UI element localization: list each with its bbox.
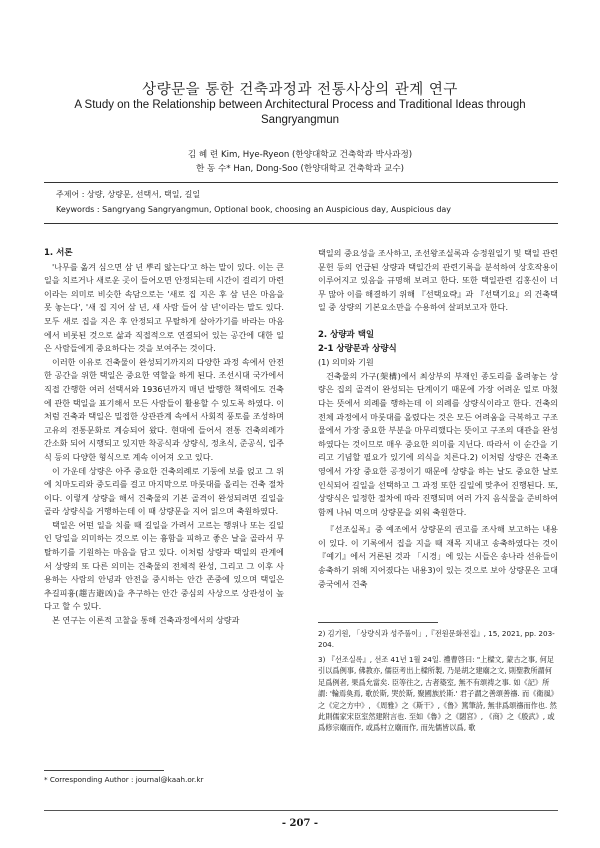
- body-paragraph: '나무를 옮겨 심으면 삼 년 뿌리 앓는다'고 하는 말이 있다. 이는 큰일을 치르거나 새로운 곳이 들어오면 안정되는데 시간이 걸리기 마련이라는 의미로 비슷한 속담으로는 '새로 집 지은 후 삼 년은 마음을 못 놓는다', '새 집 지어 삼 년, 새 사람 들어 삼 년'이라는 말도 있다. 모두 새로 집을 지은 후 안정되고 무탈하게 살아가기를 바라는 마음에서 비롯된 것으로 삶과 직접적으로 연결되어 있는 공간에 대한 일은 사람들에게 중요하다는 것을 보여주는 것이다.: [44, 261, 284, 354]
- body-paragraph: 택일은 어떤 일을 치를 때 길일을 가려서 고르는 행위나 또는 길일인 당일을 의미하는 것으로 이는 흉함을 피하고 좋은 날을 골라서 무탈하기를 기원하는 마음을 담고 있다. 이처럼 상량과 택일의 관계에서 상량의 또 다른 의미는 건축물의 전체적 완성, 그리고 그 이후 사용하는 사람의 안녕과 안전을 중시하는 안간 존중에 있으며 택일은 추길피흉(趨吉避凶)을 추구하는 안간 중심의 사상으로 상관성이 높다고 할 수 있다.: [44, 519, 284, 612]
- body-paragraph: 이 가운데 상량은 아주 중요한 건축의례로 기둥에 보를 얹고 그 위에 치마도리와 중도리를 걸고 마지막으로 마룻대를 올리는 건축 절차이다. 이렇게 상량을 해서 건축물의 기본 골격이 완성되려면 길일을 골라 상량식을 거행하는데 이 때 상량문을 지어 읽으며 축원하였다.: [44, 465, 284, 517]
- body-paragraph: 택일의 중요성을 조사하고, 조선왕조실록과 승정원일기 및 택일 관련 문헌 등의 언급된 상량과 택일간의 관련기록을 분석하여 상호작용이 이루어지고 있음을 규명해 보려고 한다. 또한 택일관련 김홍신이 너무 많아 이를 해결하기 위해 『선택요략』과 『선택기요』의 건축택일 중 상량의 기본요소만을 수용하여 살펴보고자 한다.: [318, 248, 558, 313]
- title-korean: 상량문을 통한 건축과정과 전통사상의 관계 연구: [142, 82, 458, 98]
- bottom-rule: [44, 810, 558, 811]
- footnote-3: 3) 『선조실록』, 선조 41년 1월 24일. 禮曹啓曰: "上樑文, 蒙古之事, 何足引以爲例事, 佛教亦, 儒臣考出上樑所製, 乃是胡之建廟之文, 則聖教所謂何足爲例者, 果爲允當矣. 臣等往之, 古者築室, 無不有頌祷之事. 如《記》所謂: '輪焉奐焉, 歌於斯, 哭於斯, 聚國族於斯.' 君子謂之善頌善禱. 而《衛風》之《定之方中》, 《周雅》之《斯干》,《鲁》篤筆詩, 無非爲頌禱而作也. 然此則儒家宋臣室然建附言也. 至如《魯》之《閟宮》, 《商》之《殷武》, 或爲修宗廟而作, 或爲村立廟而作, 而先儒皆以爲, 歌: [318, 655, 558, 733]
- left-column: [44, 247, 284, 628]
- footnote-divider-right: [318, 622, 438, 623]
- body-paragraph: 건축물의 가구(架構)에서 최상부의 부재인 종도리를 올려놓는 상량은 집의 골격이 완성되는 단계이기 때문에 가장 어려운 일로 마쳤다는 뜻에서 의례를 행하는데 이 의례를 상량식이라고 한다. 건축의 전체 과정에서 마룻대를 올렸다는 것은 모든 어려움을 극복하고 구조물에서 가장 중요한 부분을 마무리했다는 뜻이고 구조의 대관을 완성하였다는 것이므로 매우 중요한 의미를 지닌다. 따라서 이 순간을 기리고 기념할 필요가 있기에 의식을 치른다.2) 이처럼 상량은 건축조영에서 가장 중요한 공정이기 때문에 상량을 하는 날도 중요한 날로 인식되어 길일을 선택하고 그 과정 또한 길일에 맞추어 진행된다. 또, 상량식은 일정한 절차에 따라 진행되며 여러 가지 음식물을 준비하여 함께 나눠 먹으며 상량문을 외워 축원한다.: [318, 370, 558, 517]
- page-number: - 207 -: [281, 818, 319, 829]
- keywords-korean: 주제어 : 상량, 상량문, 선택서, 택일, 길일: [56, 190, 201, 199]
- section-heading: 1. 서론: [44, 248, 73, 258]
- footnote-divider-left: [44, 770, 164, 771]
- author-line-2: 한 동 수* Han, Dong-Soo (한양대학교 건축학과 교수): [195, 164, 405, 174]
- author-line-1: 김 혜 련 Kim, Hye-Ryeon (한양대학교 건축학과 박사과정): [187, 150, 413, 160]
- sub-heading: (1) 의미와 기원: [318, 357, 374, 368]
- footnote-2: 2) 김기원, 「상량식과 성주풀이」,『전원문화전집』, 15, 2021, pp. 203-204.: [318, 629, 555, 650]
- section-heading: 2. 상량과 택일: [318, 329, 375, 340]
- body-paragraph: 『선조실록』중 예조에서 상량문의 권고를 조사해 보고하는 내용이 있다. 이 기록에서 집을 지을 때 재목 지내고 송축하였다는 것이 『예기』에서 거론된 것과 「시경」에 있는 시들은 송나라 선유들이 송축하기 위해 지어졌다는 내용3)이 있는 것으로 보아 상량문은 고대 중국에서 건축: [318, 524, 558, 589]
- body-paragraph: 이러한 이유로 건축물이 완성되기까지의 다양한 과정 속에서 안전한 공간을 위한 택일은 중요한 역할을 하게 된다. 조선시대 국가에서 직접 간행한 여러 선택서와 1936년까지 매년 발행한 책력에도 건축에 관한 택일을 표기해서 모든 사람들이 활용할 수 있도록 하였다. 이처럼 건축과 택일은 밀접한 상관관계 속에서 사회적 풍토를 조성하며 고유의 전통문화로 계승되어 왔다. 현대에 들어서 전통 건축의례가 간소화 되어 시행되고 있지만 착공식과 상량식, 정초식, 준공식, 입주식 등의 다양한 형식으로 계속 이어져 오고 있다.: [44, 356, 284, 462]
- keywords-box: [44, 182, 558, 224]
- title-english: A Study on the Relationship between Architectural Process and Traditional Ideas through Sangryangmun: [74, 99, 526, 126]
- body-paragraph: 본 연구는 이론적 고찰을 통해 건축과정에서의 상량과: [52, 615, 240, 626]
- right-column: [318, 247, 558, 591]
- corresponding-author-note: * Corresponding Author : journal@kaah.or.kr: [44, 775, 204, 784]
- subsection-heading: 2-1 상량문과 상량식: [318, 343, 397, 354]
- keywords-english: Keywords : Sangryang Sangryangmun, Optional book, choosing an Auspicious day, Auspicious day: [56, 205, 452, 214]
